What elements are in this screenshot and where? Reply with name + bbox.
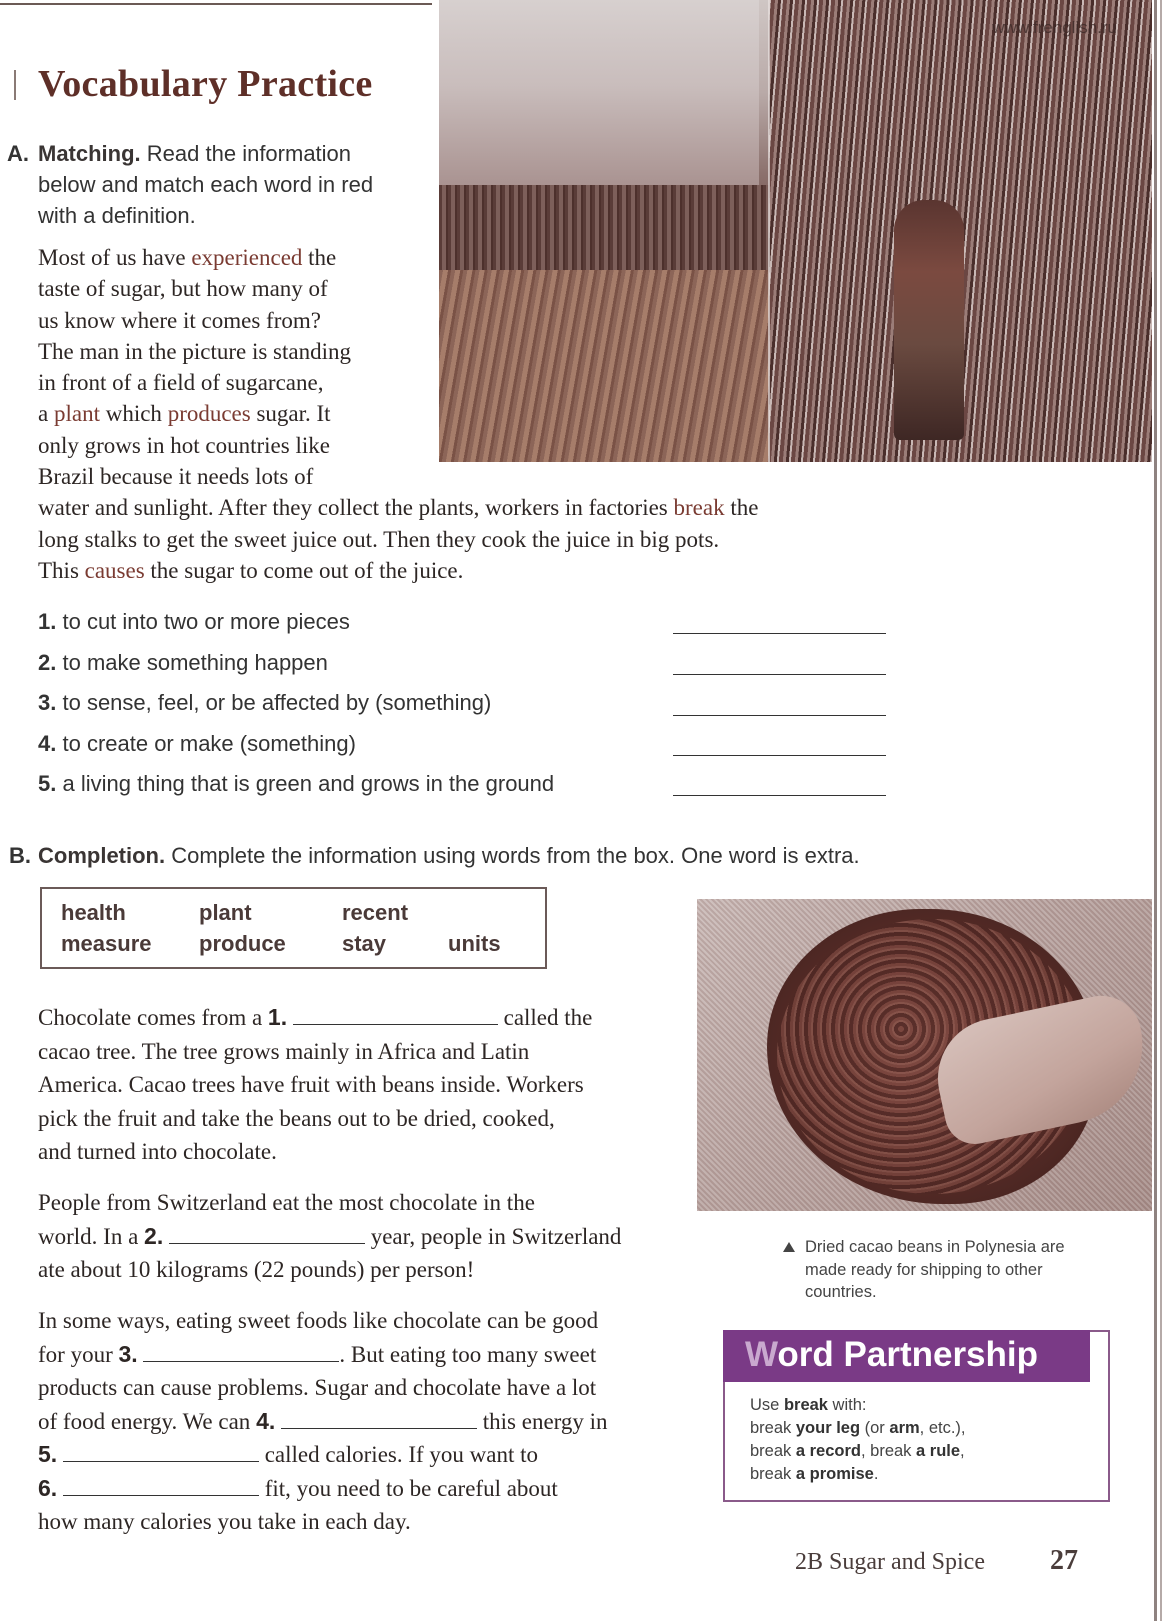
site-watermark: www.frenglish.ru xyxy=(992,18,1117,37)
photo-caption: Dried cacao beans in Polynesia are made ready for shipping to other countries. xyxy=(805,1236,1105,1304)
blank-2[interactable] xyxy=(169,1242,365,1244)
blank-1[interactable] xyxy=(293,1023,498,1025)
passage-text: the xyxy=(724,495,759,521)
vocab-word: break xyxy=(673,495,725,521)
passage-text: Most of us have xyxy=(38,245,192,270)
word-box-item: health xyxy=(61,900,126,925)
vocab-word: causes xyxy=(84,557,145,583)
section-b-marker: B. xyxy=(9,843,31,868)
passage-line xyxy=(38,461,898,492)
word-box-item: stay xyxy=(342,931,387,956)
passage-text: the xyxy=(302,245,337,270)
passage-text: us know where it comes from? xyxy=(38,307,321,333)
matching-item: 1. to cut into two or more pieces xyxy=(38,609,350,634)
page-edge xyxy=(1154,0,1157,1621)
vocab-word: produces xyxy=(167,401,251,427)
word-box-item: produce xyxy=(199,931,286,956)
matching-item: 5. a living thing that is green and grows in the ground xyxy=(38,771,555,796)
vocab-word: plant xyxy=(53,401,100,427)
passage-text: Brazil because it needs lots of xyxy=(38,464,314,490)
passage-text: in front of a field of sugarcane, xyxy=(38,370,324,396)
passage-text: long stalks to get the sweet juice out. Then they cook the juice in big pots. xyxy=(38,526,720,552)
word-box xyxy=(40,887,547,969)
cacao-beans-photo xyxy=(697,899,1152,1211)
caption-triangle-icon xyxy=(783,1242,795,1252)
word-partnership-body: Use break with: break your leg (or arm, etc.), break a record, break a rule, break a promise. xyxy=(750,1396,966,1483)
answer-blank[interactable] xyxy=(673,633,886,634)
section-a-marker: A. xyxy=(7,141,29,166)
matching-item: 3. to sense, feel, or be affected by (something) xyxy=(38,690,492,715)
passage-text: water and sunlight. After they collect the plants, workers in factories xyxy=(38,495,674,521)
section-b-heading: Completion. xyxy=(38,843,166,868)
section-a-instruction-text: Read the information below and match each word in red with a definition. xyxy=(38,141,374,228)
page-margin-mark xyxy=(14,70,16,100)
passage-text: sugar. It xyxy=(250,401,331,427)
chocolate-paragraph-2: People from Switzerland eat the most chocolate in the world. In a 2. year, people in Switzerland ate about 10 kilograms (22 pounds) per person! xyxy=(38,1190,622,1282)
passage-text: a xyxy=(38,401,54,427)
section-a-instruction xyxy=(7,138,398,231)
page-title: Vocabulary Practice xyxy=(38,63,373,105)
matching-item: 4. to create or make (something) xyxy=(38,731,356,756)
passage-text: taste of sugar, but how many of xyxy=(38,276,328,302)
top-rule xyxy=(0,3,432,5)
sugarcane-photo xyxy=(439,0,1152,462)
passage-text: only grows in hot countries like xyxy=(38,432,330,458)
passage-text: the sugar to come out of the juice. xyxy=(144,557,464,583)
passage-text: This xyxy=(38,557,85,583)
word-box-item: units xyxy=(448,931,501,956)
section-b-instruction xyxy=(9,840,1038,871)
word-partnership-title: Word Partnership xyxy=(745,1335,1039,1374)
passage-text: The man in the picture is standing xyxy=(38,338,351,364)
passage-text: which xyxy=(99,401,168,427)
answer-blank[interactable] xyxy=(673,795,886,796)
matching-item: 2. to make something happen xyxy=(38,650,328,675)
page-number: 27 xyxy=(1050,1545,1078,1576)
chocolate-paragraph-1: Chocolate comes from a 1. called the cacao tree. The tree grows mainly in Africa and Latin America. Cacao trees have fruit with beans inside. Workers pick the fruit and take the beans out to be dried, cooked, and turned into chocolate. xyxy=(38,1004,593,1164)
answer-blank[interactable] xyxy=(673,674,886,675)
section-b-instruction-text: Complete the information using words from the box. One word is extra. xyxy=(171,843,860,868)
word-box-item: plant xyxy=(199,900,252,925)
blank-3[interactable] xyxy=(143,1360,339,1362)
passage-line xyxy=(38,524,898,555)
page-edge-inner xyxy=(1160,0,1162,1621)
answer-blank[interactable] xyxy=(673,755,886,756)
word-box-item: measure xyxy=(61,931,152,956)
blank-4[interactable] xyxy=(281,1427,477,1429)
vocab-word: experienced xyxy=(191,245,303,270)
section-a-heading: Matching. xyxy=(38,141,141,166)
footer-section-label: 2B Sugar and Spice xyxy=(795,1549,985,1575)
answer-blank[interactable] xyxy=(673,715,886,716)
blank-6[interactable] xyxy=(63,1494,259,1496)
blank-5[interactable] xyxy=(63,1460,259,1462)
passage-line xyxy=(38,492,898,523)
chocolate-paragraph-3: In some ways, eating sweet foods like chocolate can be good for your 3. . But eating too many sweet products can cause problems. Sugar and chocolate have a lot of food energy. We can 4. this energy in 5. called calories. If you want to 6. fit, you need to be careful about how many calories you take in each day. xyxy=(38,1308,608,1534)
word-box-item: recent xyxy=(342,900,409,925)
farmer-figure xyxy=(894,200,964,440)
passage-line xyxy=(38,555,898,586)
